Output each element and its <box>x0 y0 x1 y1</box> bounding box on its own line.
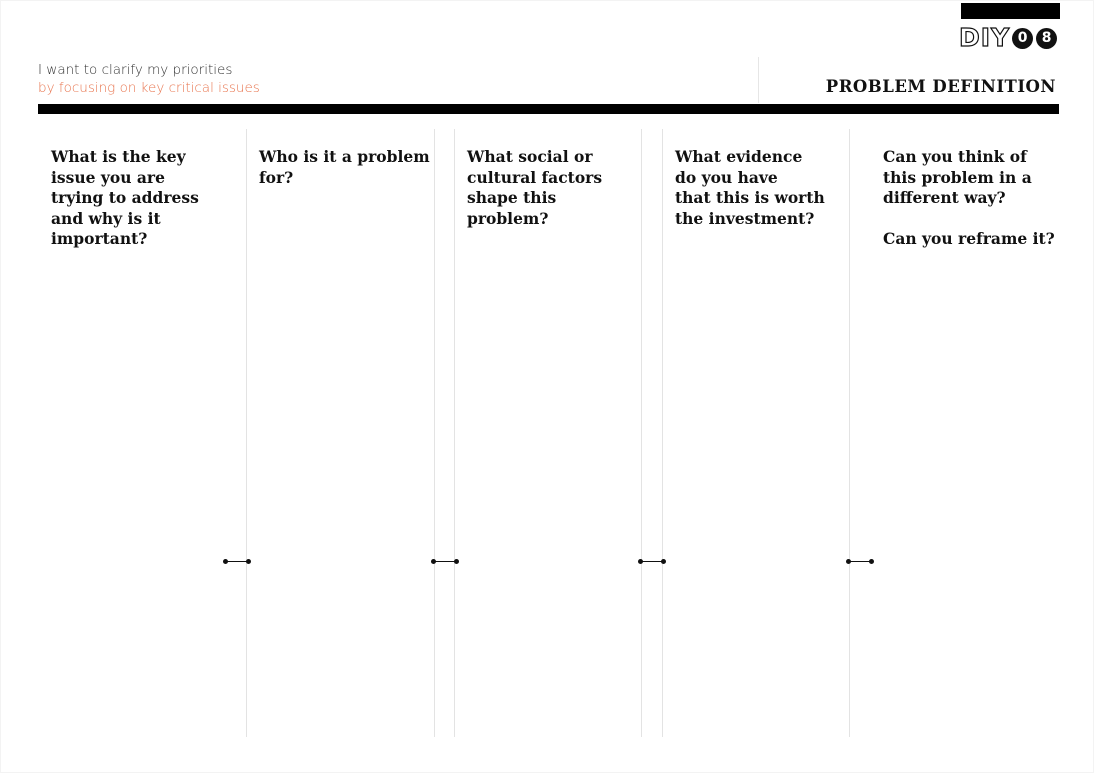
column-who-for[interactable] <box>247 129 435 737</box>
column-divider <box>662 129 663 737</box>
question-reframe: Can you think of this problem in a different way? Can you reframe it? <box>883 147 1055 248</box>
question-who-for: Who is it a problem for? <box>259 147 430 187</box>
connector-2 <box>431 557 459 565</box>
subtitle-line-1: I want to clarify my priorities <box>38 62 233 78</box>
question-evidence: What evidence do you have that this is worth the investment? <box>675 147 825 228</box>
header-divider <box>758 57 759 103</box>
connector-3 <box>638 557 666 565</box>
logo-number <box>1012 28 1057 49</box>
column-reframe[interactable] <box>850 129 1059 737</box>
logo-digit: 8 <box>1036 28 1057 49</box>
page-subtitle <box>38 61 260 97</box>
column-social-factors[interactable] <box>454 129 642 737</box>
column-divider <box>454 129 455 737</box>
question-social-factors: What social or cultural factors shape this problem? <box>467 147 603 228</box>
logo-text: DIY <box>959 23 1011 52</box>
question-key-issue: What is the key issue you are trying to address and why is it important? <box>51 147 199 248</box>
page-title: PROBLEM DEFINITION <box>825 77 1056 96</box>
subtitle-line-2: by focusing on key critical issues <box>38 80 260 96</box>
connector-1 <box>223 557 251 565</box>
column-evidence[interactable] <box>662 129 850 737</box>
question-columns <box>38 129 1059 737</box>
header-rule <box>38 104 1059 114</box>
connector-4 <box>846 557 874 565</box>
diy-logo <box>959 25 1057 51</box>
column-key-issue[interactable] <box>38 129 247 737</box>
column-divider <box>246 129 247 737</box>
logo-digit: 0 <box>1012 28 1033 49</box>
logo-bar <box>961 3 1060 19</box>
